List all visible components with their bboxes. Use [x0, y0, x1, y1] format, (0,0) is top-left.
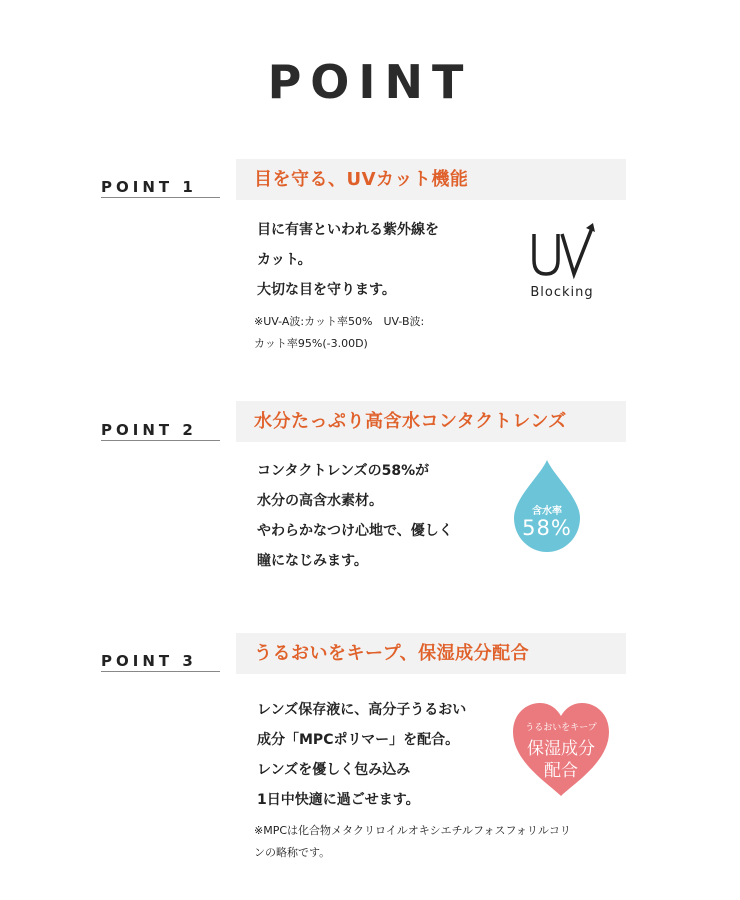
point-1-heading: 目を守る、UVカット機能	[254, 169, 469, 190]
point-3-heading-bar	[236, 633, 626, 674]
point-1-heading-bar	[236, 159, 626, 200]
point-3-heading: うるおいをキープ、保湿成分配合	[254, 643, 530, 664]
heart-big-text-2: 配合	[544, 761, 578, 781]
drop-big-text: 58%	[522, 516, 572, 540]
point-3-body	[257, 695, 466, 815]
point-1-underline	[101, 197, 220, 198]
point-3-note-line: ※MPCは化合物メタクリロイルオキシエチルフォスフォリルコリ	[254, 824, 571, 837]
point-2-heading-bar	[236, 401, 626, 442]
point-3-body-line: 1日中快適に過ごせます。	[257, 792, 420, 808]
heart-small-text: うるおいをキープ	[525, 723, 597, 733]
point-3-note-line: ンの略称です。	[254, 846, 331, 859]
point-2-body-line: やわらかなつけ心地で、優しく	[257, 523, 453, 539]
point-1-label: POINT 1	[101, 178, 197, 196]
drop-small-text: 含水率	[532, 506, 562, 517]
heart-big-text-1: 保湿成分	[527, 739, 595, 759]
point-3-note	[254, 820, 571, 864]
point-2-heading: 水分たっぷり高含水コンタクトレンズ	[254, 411, 567, 432]
heart-icon	[509, 700, 613, 800]
uv-blocking-text: Blocking	[530, 285, 594, 300]
point-1-note-line: カット率95%(-3.00D)	[254, 337, 368, 350]
point-2-body	[257, 456, 453, 576]
water-drop-icon	[510, 458, 584, 554]
point-1-body-line: 目に有害といわれる紫外線を	[257, 222, 439, 238]
point-1-body-line: 大切な目を守ります。	[257, 282, 396, 298]
point-2-body-line: コンタクトレンズの58%が	[257, 463, 430, 479]
point-1-note-line: ※UV-A波:カット率50% UV-B波:	[254, 315, 425, 328]
point-2-body-line: 水分の高含水素材。	[257, 493, 383, 509]
point-2-body-line: 瞳になじみます。	[257, 553, 368, 569]
point-3-label: POINT 3	[101, 652, 197, 670]
page-title: POINT	[267, 55, 473, 109]
uv-mark-icon	[522, 220, 602, 286]
point-3-body-line: レンズを優しく包み込み	[257, 762, 411, 778]
point-2-label: POINT 2	[101, 421, 197, 439]
point-1-body-line: カット。	[257, 252, 312, 268]
point-2-underline	[101, 440, 220, 441]
point-1-body	[257, 215, 439, 305]
uv-blocking-icon	[522, 220, 602, 306]
point-3-body-line: レンズ保存液に、高分子うるおい	[257, 702, 467, 718]
point-1-note	[254, 311, 424, 355]
point-3-underline	[101, 671, 220, 672]
point-3-body-line: 成分「MPCポリマー」を配合。	[257, 732, 460, 748]
